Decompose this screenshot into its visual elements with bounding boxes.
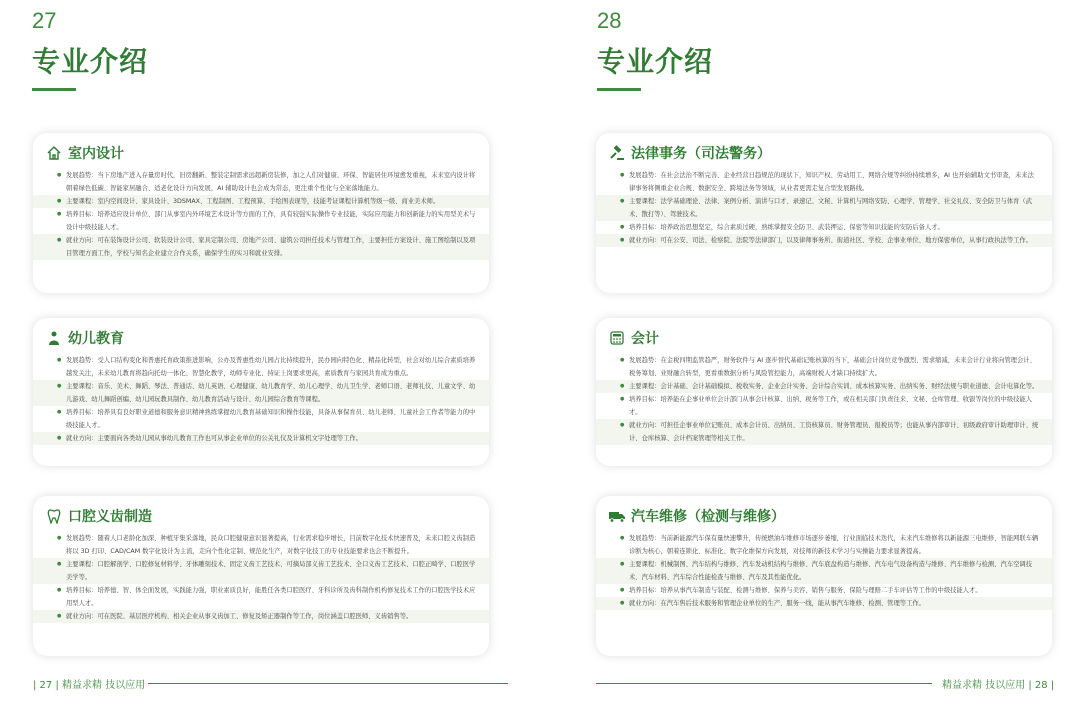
card-item: ● 就业方向：主要面向各类幼儿园从事幼儿教育工作也可从事企业单位的公关礼仪及计算机文字处理等工作。 <box>33 432 489 445</box>
card-item: ● 培养目标：培养能在企事业单位会计部门从事会计核算、出纳、税务等工作，或在相关部门负责往来、文秘、仓库管理、收银等岗位的中级技能人才。 <box>608 393 1040 419</box>
card-early-childhood <box>33 318 489 466</box>
footer-right: 精益求精 技以应用 | 28 | <box>942 680 1055 691</box>
card-item: ● 发展趋势：受人口结构变化和普惠托育政策推进影响，公办及普惠性幼儿园占比持续提升，民办园向特色化、精品化转型，社会对幼儿综合素质培养越发关注，未来幼儿教育将趋向托幼一体化、智慧化教学，幼师专业化、持证上岗要求更高，素质教育与家园共育成为重点。 <box>45 354 477 380</box>
card-title: 幼儿教育 <box>68 331 124 347</box>
card-title: 汽车维修（检测与维修） <box>631 509 785 525</box>
card-auto-repair <box>596 496 1052 656</box>
card-item: ● 就业方向：可在公安、司法、检察院、法院等法律部门，以及律师事务所、街道社区、学校、企事业单位、地方保密单位，从事行政执法等工作。 <box>596 234 1052 247</box>
card-item: ● 主要课程：机械制图、汽车结构与维修、汽车发动机结构与维修、汽车底盘构造与维修、汽车电气设备构造与维修、汽车维修与检测、汽车空调技术、汽车材料、汽车综合性能检查与维修、汽车及其性能优化。 <box>596 558 1052 584</box>
tooth-icon <box>45 507 63 525</box>
card-item: ● 培养目标：培养具有良好职业道德和服务意识精神熟练掌握幼儿教育基础知识和操作技能，具备从事保育员、幼儿老师、儿童社会工作者等能力的中级技能人才。 <box>45 406 477 432</box>
calculator-icon <box>608 329 626 347</box>
card-item: ● 就业方向：可担任企事业单位记账员、成本会计员、出纳员、工资核算员、财务管理员、报税员等；也能从事内部审计、初级政府审计助理审计、统计、仓库核算、会计档案管理等相关工作。 <box>596 419 1052 445</box>
card-title: 会计 <box>631 331 659 347</box>
page-number: 27 <box>32 8 57 33</box>
page-title: 专业介绍 <box>597 45 714 78</box>
page-number: 28 <box>597 8 622 33</box>
title-underline <box>32 88 76 91</box>
footer-divider <box>148 683 508 684</box>
footer-divider <box>596 683 932 684</box>
card-title: 法律事务（司法警务） <box>631 146 771 162</box>
card-item: ● 主要课程：音乐、美术、舞蹈、琴法、普通话、幼儿英语、心理健康、幼儿教育学、幼儿心理学、幼儿卫生学、老师口语、老师礼仪、儿童文学、幼儿游戏、幼儿舞蹈创编、幼儿园玩教具制作、幼儿教育活动与设计、幼儿园综合教育等课程。 <box>33 380 489 406</box>
card-item: ● 培养目标：培养德、智、体全面发展，实践能力强，职业素质良好，能胜任各类口腔医疗、牙科诊所及齿科制作机构修复技术工作的口腔医学技术应用型人才。 <box>45 584 477 610</box>
card-item: ● 发展趋势：当下房地产进入存量房时代，旧房翻新、整装定制需求远超新房装修，加之人们对健康、环保、智能居住环境愈发重视，未来室内设计将朝着绿色低碳、智能家居融合、适老化设计方向发展，AI 辅助设计也会成为常态，更注重个性化与全案落地能力。 <box>45 169 477 195</box>
card-item: ● 发展趋势：在金税四期监管趋严，财务软件与 AI 逐步替代基础记账核算的当下，基础会计岗位竞争激烈、需求缩减，未来会计行业将向管理会计、税务筹划、业财融合转型，更看重数据分析与风险管控能力，高端财税人才缺口持续扩大。 <box>608 354 1040 380</box>
house-icon <box>45 144 63 162</box>
card-item: ● 培养目标：培养适应设计单位、部门从事室内外环境艺术设计等方面的工作，具有较强实际操作专业技能，实际应用能力和创新能力的实用型美术与设计中级技能人才。 <box>45 208 477 234</box>
card-accounting <box>596 318 1052 466</box>
page-title: 专业介绍 <box>32 45 149 78</box>
title-underline <box>597 88 641 91</box>
card-title: 口腔义齿制造 <box>68 509 152 525</box>
card-item: ● 主要课程：会计基础、会计基础模拟、税收实务、企业会计实务、会计综合实训、成本核算实务、出纳实务、财经法规与职业道德、会计电算化等。 <box>596 380 1052 393</box>
card-law <box>596 133 1052 293</box>
card-item: ● 培养目标：培养从事汽车制造与装配、检测与维修、保养与美容、销售与服务、保险与理赔二手车评估等工作的中级技能人才。 <box>608 584 1040 597</box>
gavel-icon <box>608 144 626 162</box>
footer-left: | 27 | 精益求精 技以应用 <box>33 680 146 691</box>
card-item: ● 发展趋势：当前新能源汽车保有量快速攀升，传统燃油车维修市场逐步萎缩，行业面临技术迭代，未来汽车维修将以新能源三电维修、智能网联车辆诊断为核心，朝着连锁化、标准化、数字化维保方向发展，对技师的新技术学习与实操能力要求显著提高。 <box>608 532 1040 558</box>
card-item: ● 主要课程：室内空间设计、家具设计、3DSMAX、工程制图、工程预算、手绘图表现等，技能考证课程计算机等级一级、商业美术师。 <box>33 195 489 208</box>
child-icon <box>45 329 63 347</box>
card-interior-design <box>33 133 489 293</box>
card-title: 室内设计 <box>68 146 124 162</box>
card-item: ● 就业方向：可在装饰设计公司、软装设计公司、家具定制公司、房地产公司、建筑公司担任技术与管理工作，主要担任方案设计、施工图绘制以及项目管理方面工作，学校与知名企业建立合作关系，确保学生的实习和就业安排。 <box>33 234 489 260</box>
card-item: ● 主要课程：口腔解剖学、口腔修复材料学、牙体雕刻技术、固定义齿工艺技术、可摘局部义齿工艺技术、全口义齿工艺技术、口腔正畸学、口腔医学美学等。 <box>33 558 489 584</box>
truck-icon <box>608 507 626 525</box>
card-item: ● 发展趋势：在社会法治不断完善、企业经营日趋规范的现状下，知识产权、劳动用工、网络合规等纠纷持续增多，AI 也开始辅助文书审查，未来法律事务将侧重企业合规、数据安全、跨境法务等领域，从业者更需走复合型发展路线。 <box>608 169 1040 195</box>
card-item: ● 主要课程：法学基础理论、法律、案例分析、演讲与口才、录速记、文秘、计算机与网络安防、心理学、管理学、社交礼仪、安全防卫与体育（武术、散打等）、驾驶技术。 <box>596 195 1052 221</box>
card-item: ● 就业方向：可在医院、基层医疗机构、相关企业从事义齿加工、修复及矫正器制作等工作，岗位涵盖口腔医师、义齿销售等。 <box>33 610 489 623</box>
card-item: ● 培养目标：培养政治思想坚定，综合素质过硬，熟练掌握安全防卫、武装押运、保密等知识技能的安防后备人才。 <box>608 221 1040 234</box>
card-item: ● 发展趋势：随着人口老龄化加深、种植牙集采落地，民众口腔健康意识显著提高，行业需求稳步增长，目前数字化技术快速普及，未来口腔义齿制造将以 3D 打印、CAD/CAM 数字化设计为主流，走向个性化定制、规范化生产，对数字化技工的专业技能要求也会不断提升。 <box>45 532 477 558</box>
card-dental <box>33 496 489 656</box>
card-item: ● 就业方向：在汽车售后技术服务和管理企业单位的生产、服务一线，能从事汽车维修、检测、管理等工作。 <box>596 597 1052 610</box>
